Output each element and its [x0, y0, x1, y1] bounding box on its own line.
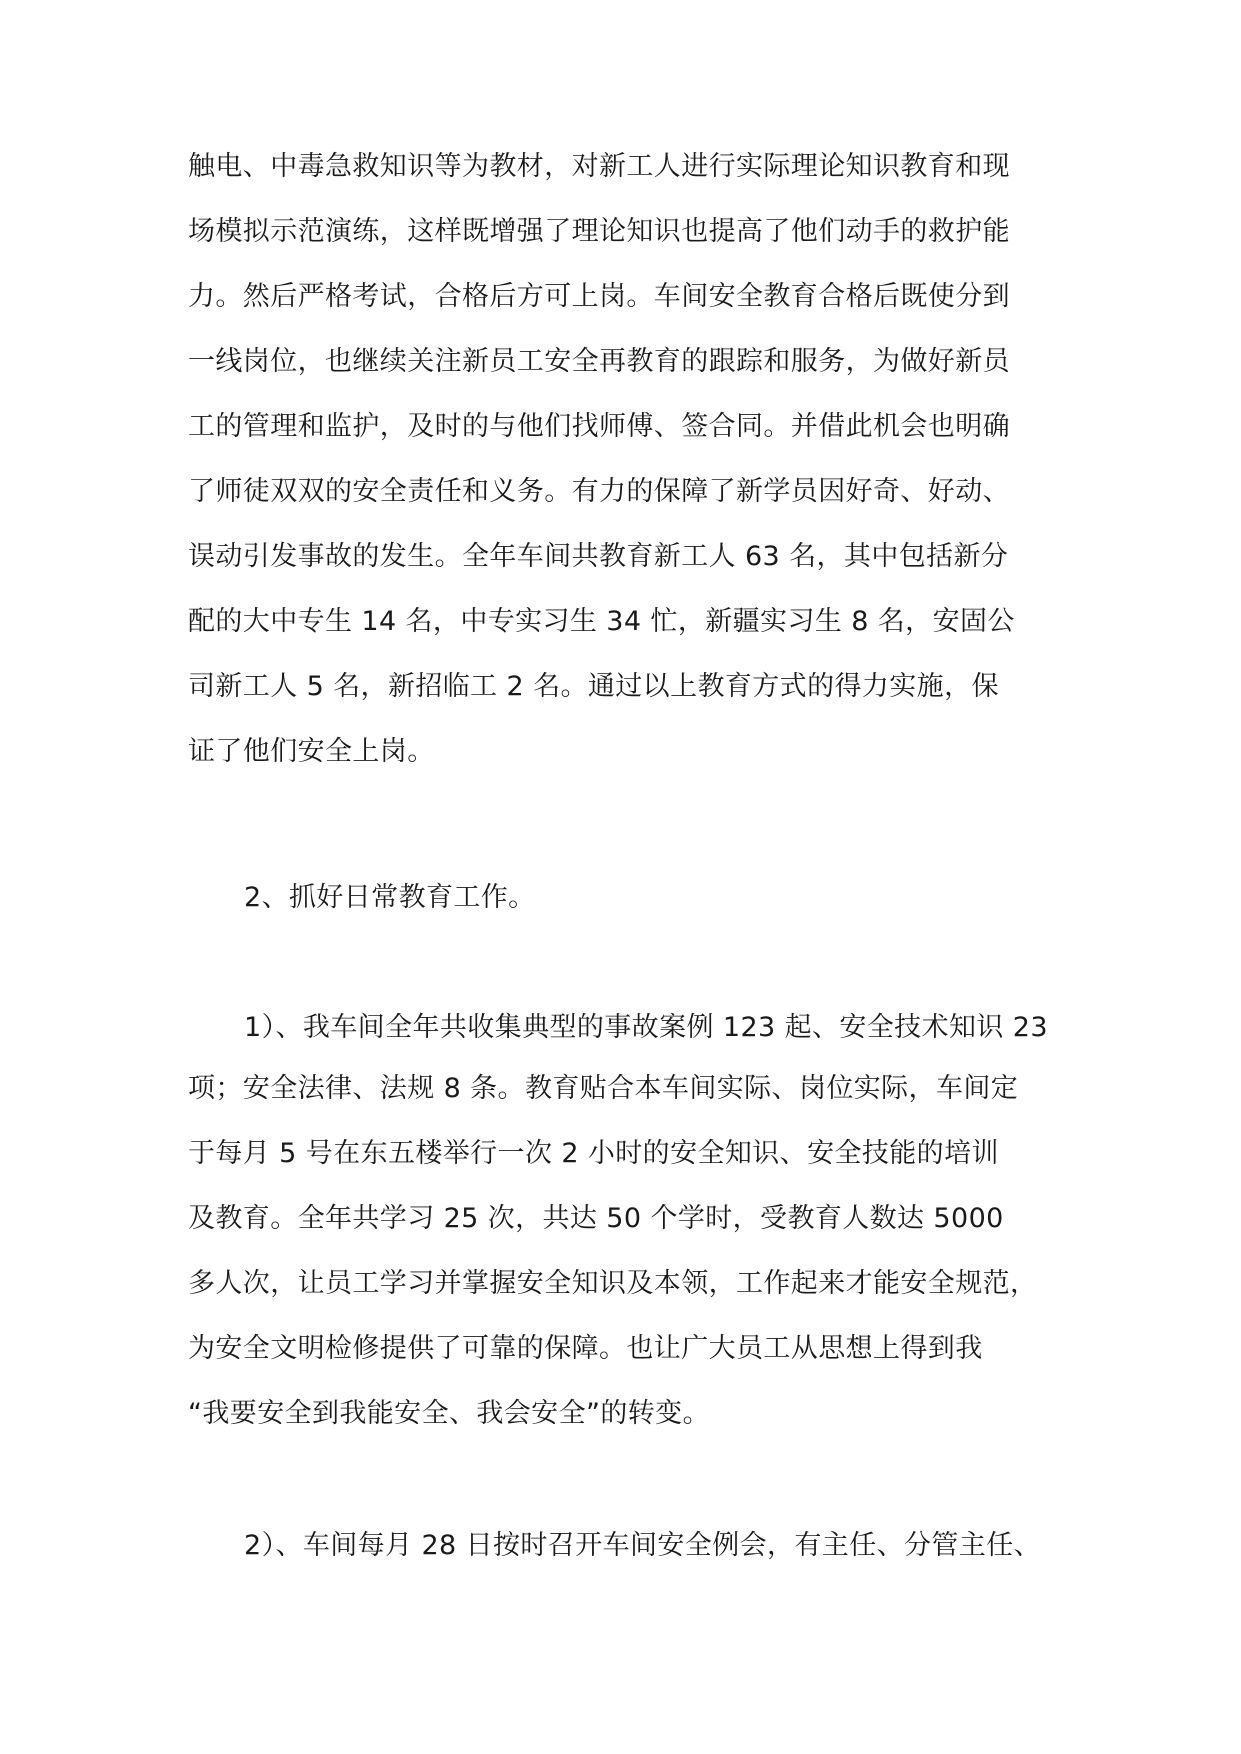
paragraph-first-line: 1）、我车间全年共收集典型的事故案例 123 起、安全技术知识 23 — [244, 1012, 1048, 1043]
text-line: “我要安全到我能安全、我会安全”的转变。 — [188, 1398, 710, 1429]
section-heading: 2、抓好日常教育工作。 — [244, 882, 536, 913]
text-line: 司新工人 5 名，新招临工 2 名。通过以上教育方式的得力实施，保 — [188, 671, 999, 702]
text-line: 证了他们安全上岗。 — [188, 736, 435, 767]
text-line: 于每月 5 号在东五楼举行一次 2 小时的安全知识、安全技能的培训 — [188, 1138, 999, 1169]
text-line: 配的大中专生 14 名，中专实习生 34 忙，新疆实习生 8 名，安固公 — [188, 606, 1015, 637]
paragraph-first-line: 2）、车间每月 28 日按时召开车间安全例会，有主任、分管主任、 — [244, 1530, 1041, 1561]
text-line: 了师徒双双的安全责任和义务。有力的保障了新学员因好奇、好动、 — [188, 476, 1010, 507]
text-line: 项；安全法律、法规 8 条。教育贴合本车间实际、岗位实际，车间定 — [188, 1073, 1019, 1104]
text-line: 为安全文明检修提供了可靠的保障。也让广大员工从思想上得到我 — [188, 1333, 983, 1364]
text-line: 多人次，让员工学习并掌握安全知识及本领，工作起来才能安全规范， — [188, 1268, 1038, 1299]
text-line: 力。然后严格考试，合格后方可上岗。车间安全教育合格后既使分到 — [188, 281, 1010, 312]
text-line: 场模拟示范演练，这样既增强了理论知识也提高了他们动手的救护能 — [188, 216, 1010, 247]
paragraph-new-worker-training — [188, 134, 1058, 784]
text-line: 工的管理和监护，及时的与他们找师傅、签合同。并借此机会也明确 — [188, 411, 1010, 442]
text-line: 及教育。全年共学习 25 次，共达 50 个学时，受教育人数达 5000 — [188, 1203, 1004, 1234]
text-line: 误动引发事故的发生。全年车间共教育新工人 63 名，其中包括新分 — [188, 541, 1009, 572]
text-line: 一线岗位，也继续关注新员工安全再教育的跟踪和服务，为做好新员 — [188, 346, 1010, 377]
paragraph-daily-education — [188, 1056, 1058, 1446]
text-line: 触电、中毒急救知识等为教材，对新工人进行实际理论知识教育和现 — [188, 151, 1010, 182]
